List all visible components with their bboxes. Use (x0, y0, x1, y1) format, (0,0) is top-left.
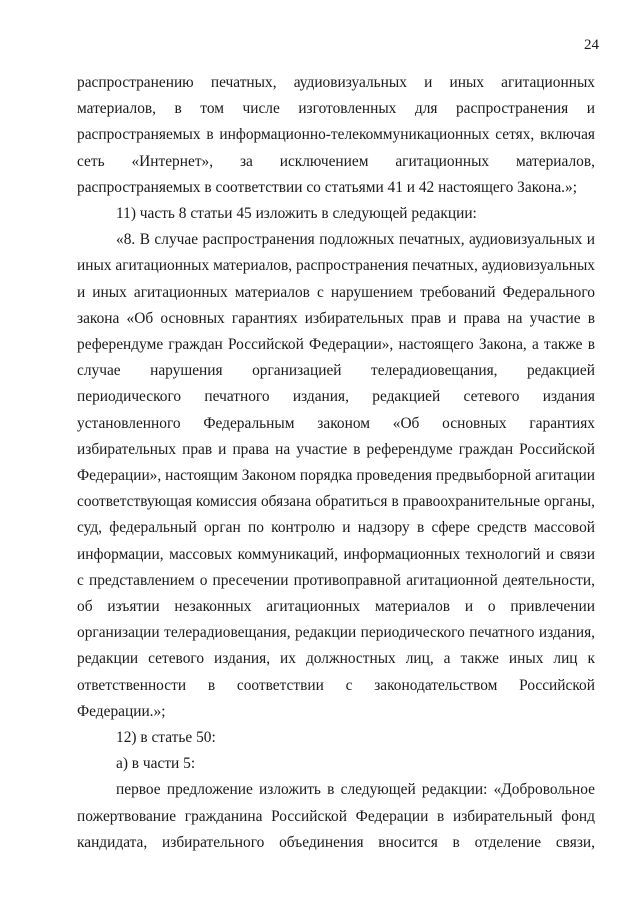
paragraph-item-11: 11) часть 8 статьи 45 изложить в следующей редакции: (116, 205, 477, 223)
paragraph-first-sentence: первое предложение изложить в следующей редакции: «Добровольное пожертвование гражданина Российской Федерации в избирательный фонд кандидата, избирательного объединения вносится в отделение связи, (77, 781, 595, 851)
paragraph-subitem-a: а) в части 5: (116, 755, 196, 773)
document-body (77, 70, 595, 856)
page-number: 24 (584, 37, 599, 53)
paragraph-continuation: распространению печатных, аудиовизуальных и иных агитационных материалов, в том числе изготовленных для распространения и распространяемых в информационно-телекоммуникационных сетях, включая сеть «Интернет», за исключением агитационных материалов, распространяемых в соответствии со статьями 41 и 42 настоящего Закона.»; (77, 74, 595, 196)
paragraph-part-8-text: «8. В случае распространения подложных печатных, аудиовизуальных и иных агитационных материалов, распространения печатных, аудиовизуальных и иных агитационных материалов с нарушением требований Федерального закона «Об основных гарантиях избирательных прав и права на участие в референдуме граждан Российской Федерации», настоящего Закона, а также в случае нарушения организацией телерадиовещания, редакцией периодического печатного издания, редакцией сетевого издания установленного Федеральным законом «Об основных гарантиях избирательных прав и права на участие в референдуме граждан Российской Федерации», настоящим Законом порядка проведения предвыборной агитации соответствующая комиссия обязана обратиться в правоохранительные органы, суд, федеральный орган по контролю и надзору в сфере средств массовой информации, массовых коммуникаций, информационных технологий и связи с представлением о пресечении противоправной агитационной деятельности, об изъятии незаконных агитационных материалов и о привлечении организации телерадиовещания, редакции периодического печатного издания, редакции сетевого издания, их должностных лиц, а также иных лиц к ответственности в соответствии с законодательством Российской Федерации.»; (77, 231, 595, 720)
paragraph-item-12: 12) в статье 50: (116, 729, 216, 747)
